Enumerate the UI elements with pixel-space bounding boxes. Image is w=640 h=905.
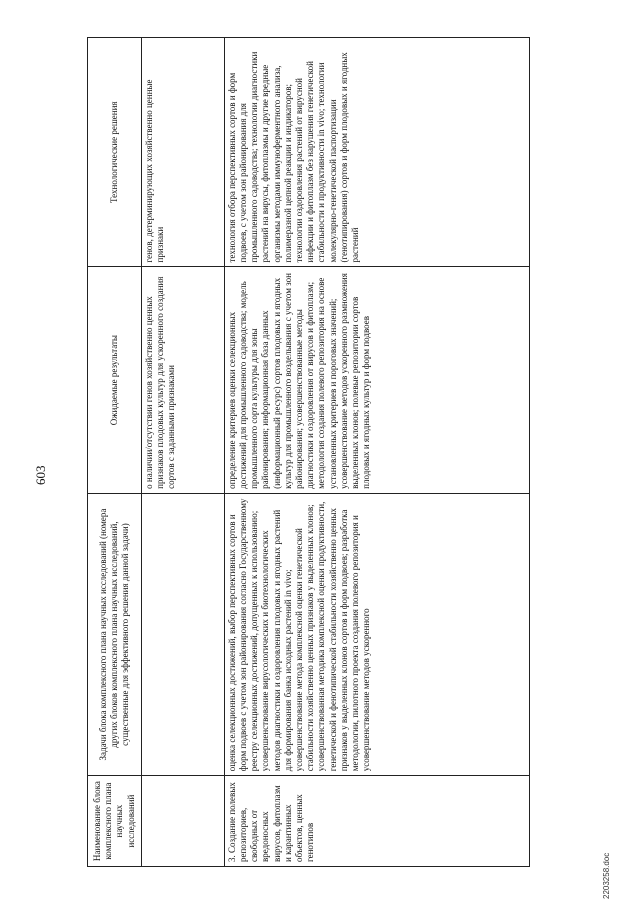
cell-block-tasks: оценка селекционных достижений, выбор перспективных сортов и форм подвоев с учетом зон районирования согласно Государственному реестру селекционных достижений, допущенных к использованию; усовершенствование вирусологических и биотехнологических методов диагностики и оздоровления плодовых и ягодных растений для формирования банка исходных растений in vivo; усовершенствование метода комплексной оценки генетической стабильности хозяйственно ценных признаков у выделенных клонов; усовершенствованная методика комплексной оценки продуктивности, генетической и фенотипической стабильности хозяйственно ценных признаков у выделенных клонов сортов и форм подвоев; разработка методологии, пилотного проекта создания полевого репозитория и усовершенствование методов ускоренного bbox=[224, 493, 529, 775]
research-plan-table bbox=[87, 37, 530, 867]
header-block-name: Наименование блока комплексного плана научных исследований bbox=[88, 776, 142, 867]
table-row-3 bbox=[224, 38, 529, 867]
cell-expected-results: определение критериев оценки селекционных достижений для промышленного садоводства; модель промышленного сорта культуры для зоны районирования; информационная база данных (информационный ресурс) сортов плодовых и ягодных культур для промышленного возделывания с учетом зон районирования; усовершенствованные методы диагностики и оздоровления от вирусов и фитоплазм; методология создания полевого репозитория на основе установленных критериев и пороговых значений; усовершенствование методов ускоренного размножения выделенных клонов; полевые репозитории сортов плодовых и ягодных культур и форм подвоев bbox=[224, 267, 529, 493]
cell-empty-name bbox=[141, 776, 224, 867]
header-tech-solutions: Технологические решения bbox=[88, 38, 142, 267]
cell-tech-solutions: технология отбора перспективных сортов и форм подвоев, с учетом зон районирования для промышленного садоводства; технологии диагностики растений на вирусы, фитоплазмы и другие вредные организмы методами иммуноферментного анализа, полимеразной цепной реакции и индикаторов; технологии оздоровления растений от вирусной инфекции и фитоплазм без нарушения генетической стабильности и продуктивности in vivo; технологии молекулярно-генетической паспортизации (генотипирования) сортов и форм плодовых и ягодных растений bbox=[224, 38, 529, 267]
page-number: 603 bbox=[33, 465, 48, 485]
document-footer: 2203258.doc bbox=[602, 852, 611, 899]
block-name-text: Создание полевых репозиториев, свободных от вредоносных вирусов, фитоплазм и карантинных объектов, ценных генотипов bbox=[226, 782, 316, 862]
cell-block-name bbox=[224, 776, 529, 867]
table-row-continued bbox=[141, 38, 224, 867]
header-block-tasks: Задачи блока комплексного плана научных исследований (номера других блоков комплексного плана научных исследований, существенные для эффективного решения данной задачи) bbox=[88, 493, 142, 775]
cell-empty-tasks bbox=[141, 493, 224, 775]
row-number: 3. bbox=[226, 855, 237, 862]
header-expected-results: Ожидаемые результаты bbox=[88, 267, 142, 493]
cell-continued-results: о наличии/отсутствии генов хозяйственно ценных признаков плодовых культур для ускоренного создания сортов с заданными признаками bbox=[141, 267, 224, 493]
table-header-row bbox=[88, 38, 142, 867]
cell-continued-tech: генов, детерминирующих хозяйственно ценные признаки bbox=[141, 38, 224, 267]
